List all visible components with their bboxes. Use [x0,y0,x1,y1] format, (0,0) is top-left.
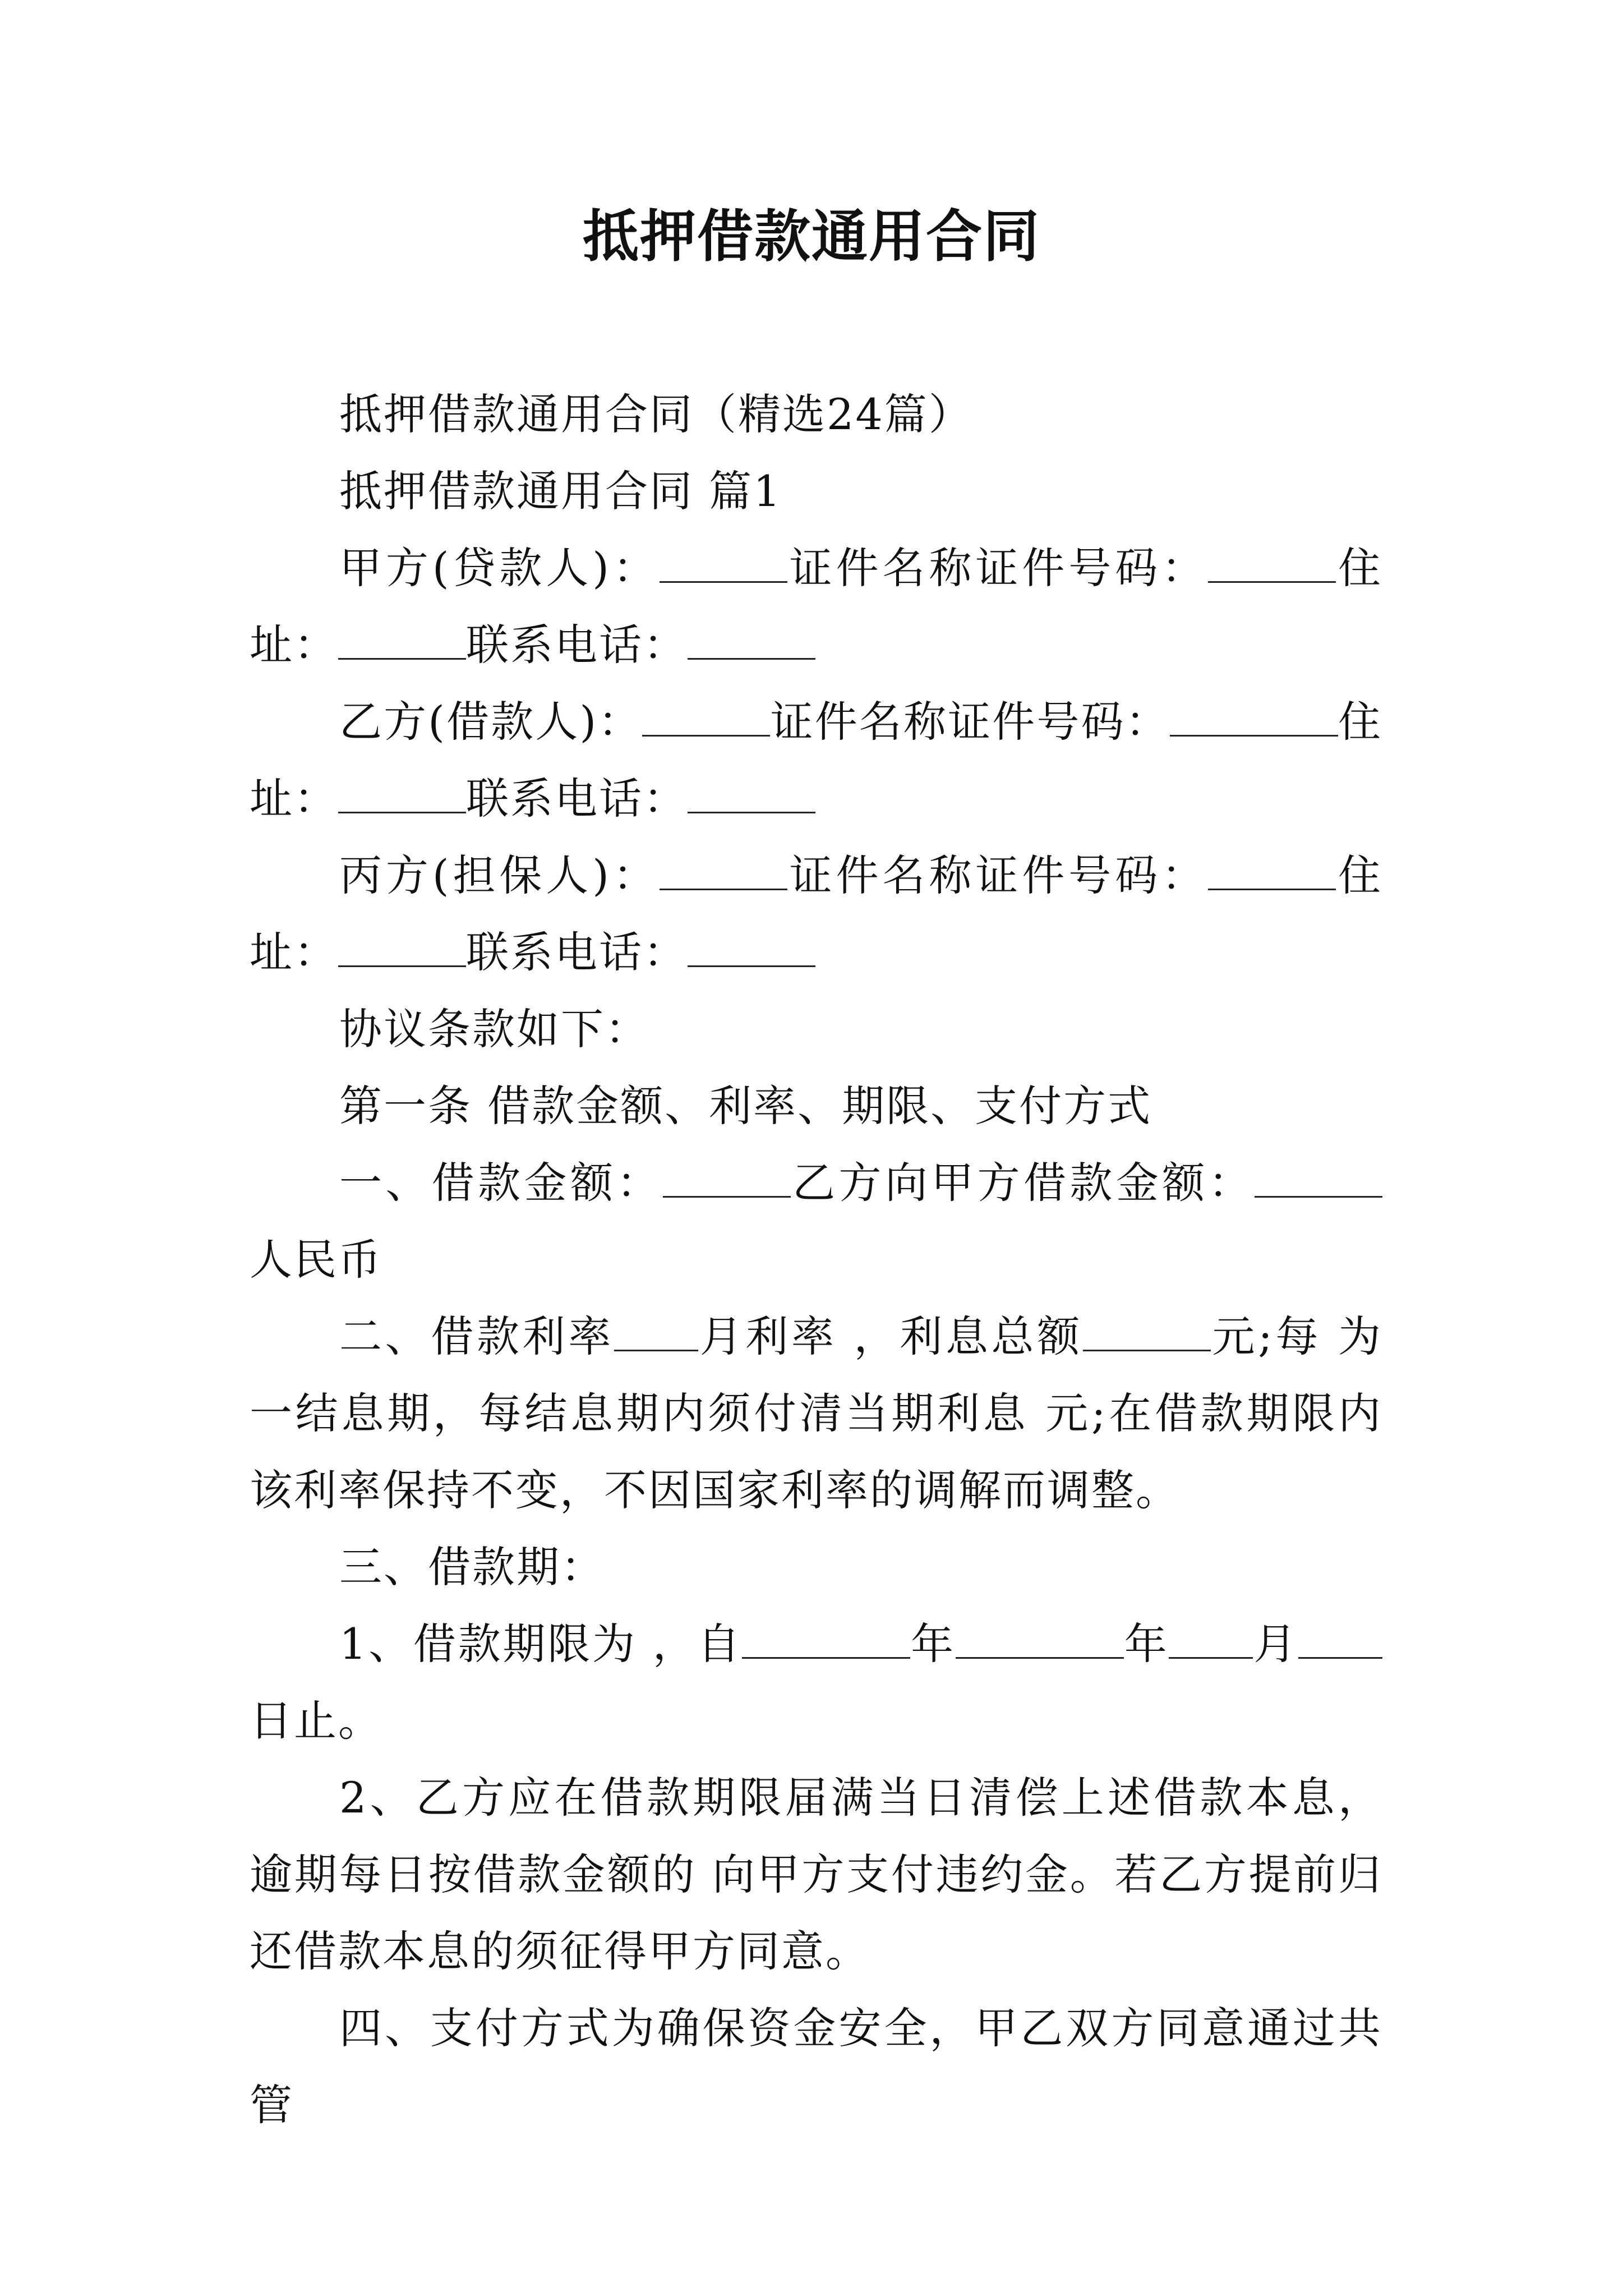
paragraph-payment-method [250,1990,1382,2143]
document-title: 抵押借款通用合同 [583,204,1040,269]
text-segment: 联系电话： [466,620,688,670]
text-segment: 日止。 [250,1696,382,1746]
text-segment: 年 [910,1619,956,1669]
text-segment: 一、借款金额： [339,1158,663,1208]
text-segment: 住址： [250,850,1382,977]
text-segment: 二、借款利率 [339,1312,615,1361]
text-segment: 第一条 借款金额、利率、期限、支付方式 [339,1081,1152,1131]
paragraph-loan-amount [250,1144,1382,1298]
text-segment: 乙方(借款人)： [339,697,643,747]
fill-blank [1298,1623,1382,1659]
fill-blank [1083,1316,1211,1351]
text-segment: 四、支付方式为确保资金安全，甲乙双方同意通过共管 [250,2003,1382,2130]
fill-blank [742,1623,910,1659]
fill-blank [338,932,466,967]
paragraph-interest-rate [250,1298,1382,1529]
text-segment: 1、借款期限为 ，自 [339,1619,743,1669]
paragraph-loan-period [250,1529,1382,1605]
text-segment: 元;每 为一结息期，每结息期内须付清当期利息 元;在借款期限内该利率保持不变，不因国家利率的调解而调整。 [250,1312,1383,1515]
text-segment: 丙方(担保人)： [339,850,660,900]
paragraph-period-dates [250,1605,1382,1759]
fill-blank [1208,855,1336,890]
text-segment: 证件名称证件号码： [787,850,1209,900]
fill-blank [1208,547,1336,583]
text-segment: 住址： [250,697,1383,823]
text-segment: 2、乙方应在借款期限届满当日清偿上述借款本息，逾期每日按借款金额的 向甲方支付违约金。若乙方提前归还借款本息的须征得甲方同意。 [250,1773,1382,1976]
fill-blank [660,547,787,583]
text-segment: 协议条款如下： [339,1004,649,1054]
fill-blank [660,855,787,890]
paragraph-party-a [250,530,1382,683]
fill-blank [338,624,466,660]
fill-blank [338,778,466,813]
fill-blank [1255,1162,1382,1198]
fill-blank [1170,701,1338,737]
fill-blank [956,1623,1124,1659]
paragraph-repayment [250,1759,1382,1990]
text-segment: 住址： [250,543,1382,670]
fill-blank [614,1316,698,1351]
fill-blank [688,932,815,967]
paragraph-article-1 [250,1068,1382,1144]
text-segment: 证件名称证件号码： [787,543,1209,593]
fill-blank [642,701,770,737]
text-segment: 年 [1123,1619,1169,1669]
text-segment: 联系电话： [466,927,688,977]
text-segment: 抵押借款通用合同（精选24篇） [339,389,973,439]
paragraph-terms-intro [250,991,1382,1068]
text-segment: 三、借款期： [339,1542,605,1592]
text-segment: 抵押借款通用合同 篇1 [339,466,782,516]
document-body [250,376,1382,2143]
fill-blank [1169,1623,1253,1659]
text-segment: 月利率 ，利息总额 [698,1312,1083,1361]
paragraph-party-c [250,837,1382,991]
text-segment: 人民币 [250,1235,382,1285]
text-segment: 乙方向甲方借款金额： [790,1158,1255,1208]
text-segment: 月 [1253,1619,1299,1669]
paragraph-party-b [250,683,1382,837]
text-segment: 联系电话： [466,774,688,823]
fill-blank [688,778,815,813]
text-segment: 甲方(贷款人)： [339,543,660,593]
paragraph-section-heading [250,453,1382,530]
fill-blank [688,624,815,660]
text-segment: 证件名称证件号码： [770,697,1170,747]
fill-blank [663,1162,791,1198]
paragraph-subtitle [250,376,1382,453]
